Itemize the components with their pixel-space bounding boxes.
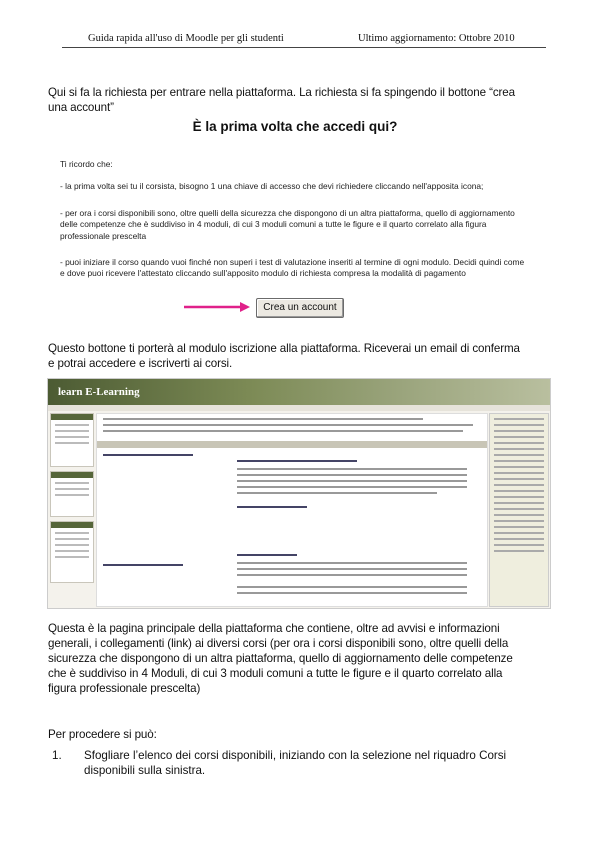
right-column xyxy=(489,413,549,607)
moodle-homepage-screenshot xyxy=(47,378,551,609)
login-screenshot xyxy=(55,115,535,330)
create-account-button[interactable]: Crea un account xyxy=(256,298,344,318)
site-banner xyxy=(48,379,550,405)
first-access-title: È la prima volta che accedi qui? xyxy=(192,119,398,134)
reminder-bullet-3: - puoi iniziare il corso quando vuoi finché non superi i test di valutazione inseriti al termine di ogni modulo. Decidi quindi come e dove puoi ricevere l'attestato cliccando sull'apposito modulo di richiesta compresa la modalità di pagamento xyxy=(60,257,525,279)
site-logo: learn E-Learning xyxy=(58,386,140,398)
procedure-intro: Per procedere si può: xyxy=(48,728,157,741)
intro-paragraph: Qui si fa la richiesta per entrare nella piattaforma. La richiesta si fa spingendo il bottone “crea una account” xyxy=(48,86,515,114)
nav-bar xyxy=(48,405,550,411)
arrow-right-icon xyxy=(182,300,252,314)
list-item-text: Sfogliare l’elenco dei corsi disponibili, iniziando con la selezione nel riquadro Corsi disponibili sulla sinistra. xyxy=(84,749,507,777)
admin-block xyxy=(50,521,94,583)
homepage-description: Questa è la pagina principale della piattaforma che contiene, oltre ad avvisi e informazioni generali, i collegamenti (link) ai diversi corsi (per ora i corsi disponibili sono, oltre quelli della sicurezza che dispongono di un altra piattaforma, quello di aggiornamento delle competenze che è suddiviso in 4 Moduli, di cui 3 moduli comuni a tutte le figure e il quarto correlato alla figura professionale prescelta) xyxy=(48,622,513,695)
reminder-bullet-2: - per ora i corsi disponibili sono, oltre quelli della sicurezza che dispongono di un altra piattaforma, quello di aggiornamento delle competenze che è suddiviso in 4 moduli, di cui 3 moduli comuni a tutte le figure e il quarto correlato alla figura professionale prescelta xyxy=(60,208,515,241)
page-header xyxy=(62,31,546,48)
signup-paragraph: Questo bottone ti porterà al modulo iscrizione alla piattaforma. Riceverai un email di conferma e potrai accedere e iscriverti ai corsi. xyxy=(48,342,520,370)
header-last-update: Ultimo aggiornamento: Ottobre 2010 xyxy=(358,33,515,44)
reminder-bullet-1: - la prima volta sei tu il corsista, bisogno 1 una chiave di accesso che devi richiedere cliccando nell'apposita icona; xyxy=(60,181,484,191)
reminder-label: Ti ricordo che: xyxy=(60,159,113,169)
left-column xyxy=(50,413,92,605)
header-doc-title: Guida rapida all'uso di Moodle per gli studenti xyxy=(88,33,284,44)
list-item-number: 1. xyxy=(52,749,62,762)
main-content xyxy=(96,413,488,607)
courses-block xyxy=(50,471,94,517)
main-menu-block xyxy=(50,413,94,467)
